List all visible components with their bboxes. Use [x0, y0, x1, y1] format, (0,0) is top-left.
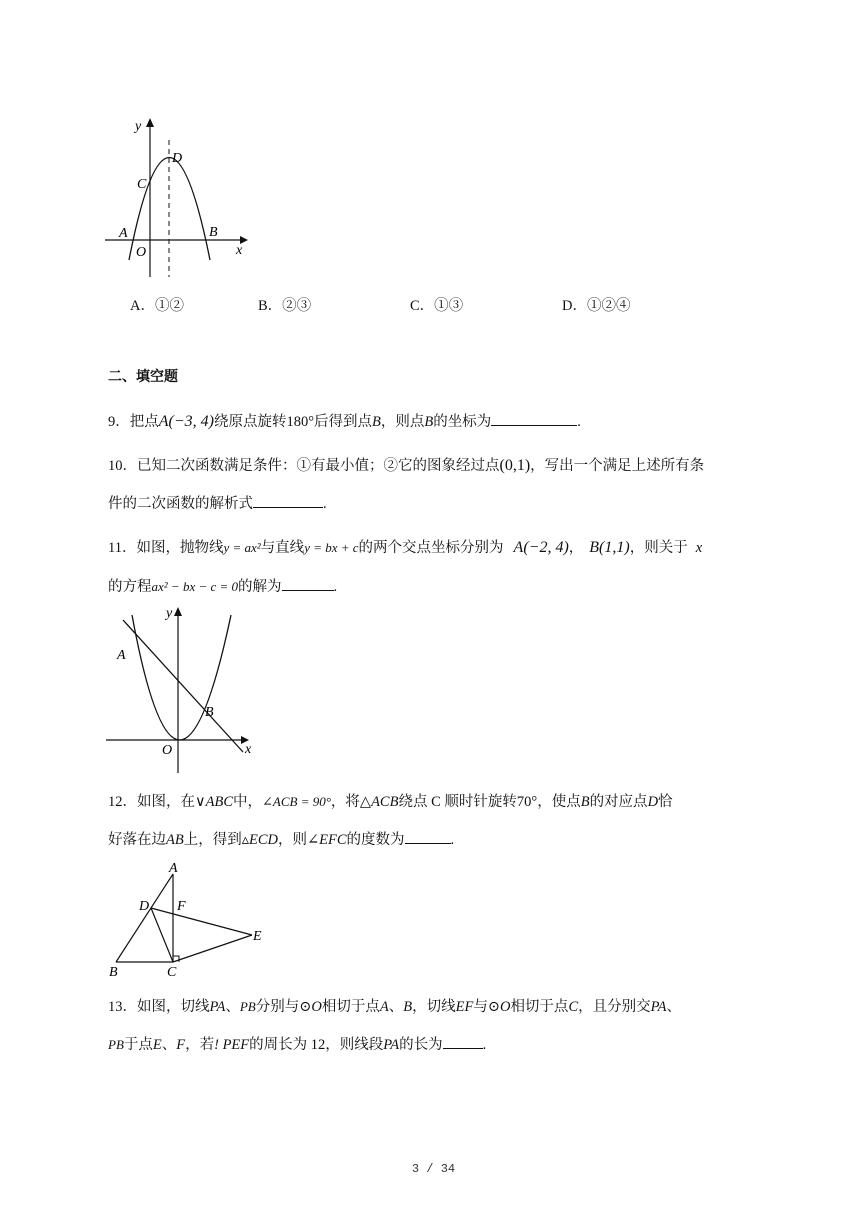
label-y: y: [135, 119, 142, 134]
parabola-line-figure: [100, 603, 260, 778]
parabola-curve: [132, 615, 231, 740]
label-a: A: [119, 226, 128, 241]
page-number: 3 / 34: [411, 1162, 456, 1176]
label-f: F: [177, 899, 186, 914]
label-o: O: [136, 245, 147, 260]
segment-dc: [151, 908, 173, 962]
answer-blank-12[interactable]: [405, 829, 451, 844]
question-13-line-1: 13．如图，切线PA、PB分别与⊙O相切于点A、B，切线EF与⊙O相切于点C，且分别交PA、: [108, 999, 681, 1015]
label-a: A: [117, 648, 126, 663]
label-d: D: [172, 151, 183, 166]
y-axis-arrow: [146, 118, 154, 127]
question-12-line-1: 12．如图，在∨ABC中，∠ACB = 90°，将△ACB绕点 C 顺时针旋转70°，使点B的对应点D恰: [108, 794, 673, 810]
answer-blank-10[interactable]: [253, 493, 323, 508]
label-y: y: [166, 606, 173, 621]
question-11-line-2: 的方程ax² − bx − c = 0的解为 .: [108, 576, 337, 597]
label-d: D: [139, 899, 150, 914]
label-x: x: [236, 243, 243, 258]
point-0-1: (0,1): [499, 457, 531, 474]
label-b: B: [209, 225, 218, 240]
label-a: A: [169, 861, 178, 876]
parabola-figure-top: [100, 110, 260, 285]
label-b: B: [109, 965, 118, 980]
label-e: E: [253, 929, 262, 944]
answer-blank-11[interactable]: [282, 576, 334, 591]
point-a-coord: A(−3, 4): [158, 413, 214, 430]
option-d[interactable]: D．①②④: [562, 298, 631, 314]
question-10-line-2: 件的二次函数的解析式 .: [108, 493, 327, 514]
label-x: x: [245, 742, 252, 757]
question-12-line-2: 好落在边AB上，得到▵ECD，则∠EFC的度数为 .: [108, 829, 454, 850]
question-10-line-1: 10．已知二次函数满足条件：①有最小值；②它的图象经过点(0,1)，写出一个满足上述所有条: [108, 457, 705, 474]
answer-blank-9[interactable]: [491, 411, 577, 426]
segment-ce: [173, 935, 252, 962]
label-o: O: [162, 743, 173, 758]
question-9: 9．把点A(−3, 4)绕原点旋转180°后得到点B，则点B的坐标为 .: [108, 413, 581, 430]
question-13-line-2: PB于点E、F，若! PEF的周长为 12，则线段PA的长为 .: [108, 1034, 486, 1055]
section-title: 二、填空题: [108, 369, 178, 385]
label-b: B: [205, 705, 214, 720]
label-c: C: [167, 965, 177, 980]
answer-blank-13[interactable]: [443, 1034, 483, 1049]
segment-de: [151, 908, 252, 935]
option-c[interactable]: C．①③: [410, 298, 464, 314]
option-b[interactable]: B．②③: [258, 298, 312, 314]
label-c: C: [137, 177, 147, 192]
question-11-line-1: 11．如图，抛物线y = ax²与直线y = bx + c的两个交点坐标分别为 A(−2, 4)， B(1,1)，则关于 x: [108, 539, 703, 556]
triangle-figure: [100, 860, 275, 985]
segment-ab: [116, 874, 173, 962]
y-axis-arrow: [174, 607, 182, 616]
option-a[interactable]: A．①②: [130, 298, 184, 314]
